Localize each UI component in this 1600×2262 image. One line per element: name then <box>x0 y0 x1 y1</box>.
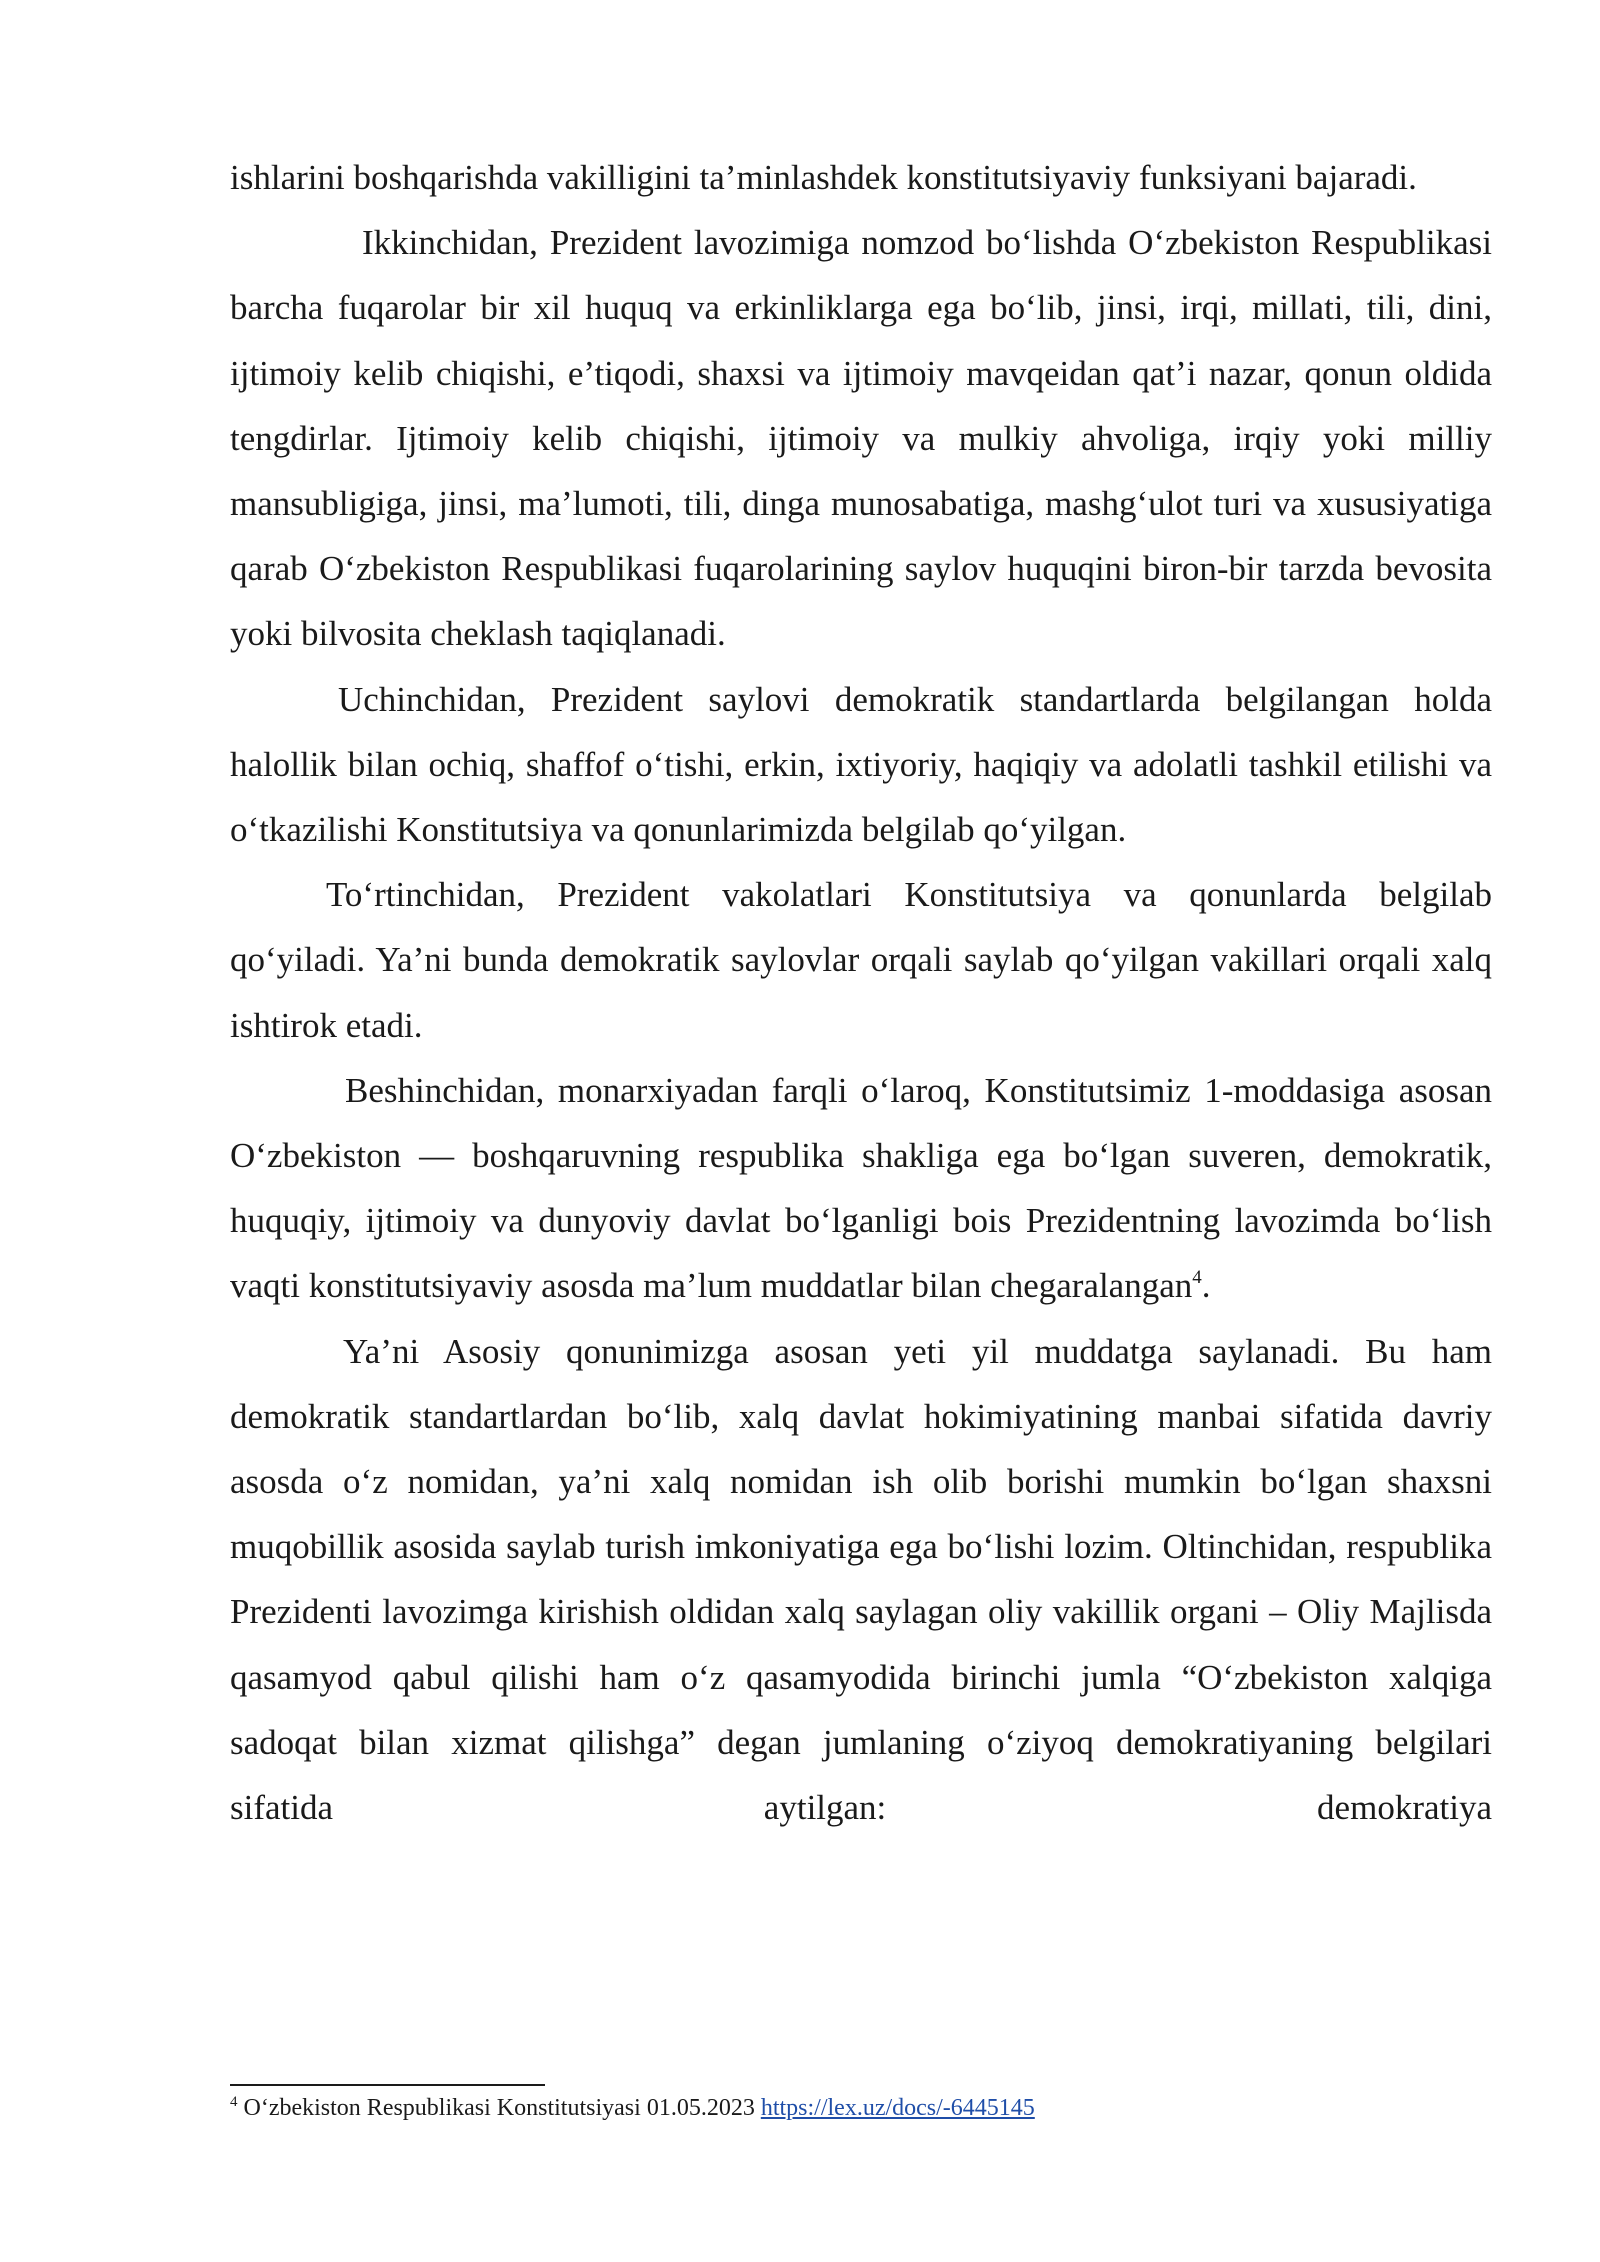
footnote-reference[interactable]: 4 <box>1192 1266 1202 1288</box>
paragraph-uchinchidan: Uchinchidan, Prezident saylovi demokratik standartlarda belgilangan holda halollik bilan ochiq, shaffof o‘tishi, erkin, ixtiyoriy, haqiqiy va adolatli tashkil etilishi va o‘tkazilishi Konstitutsiya va qonunlarimizda belgilab qo‘yilgan. <box>230 679 1492 850</box>
footnote-separator <box>230 2084 545 2086</box>
paragraph-tortinchidan: To‘rtinchidan, Prezident vakolatlari Konstitutsiya va qonunlarda belgilab qo‘yiladi. Ya’ni bunda demokratik saylovlar orqali saylab qo‘yilgan vakillari orqali xalq ishtirok etadi. <box>230 875 1492 1045</box>
footnote-number: 4 <box>230 2094 238 2110</box>
paragraph-beshinchidan-end: . <box>1201 1266 1211 1306</box>
paragraph-continuation: ishlarini boshqarishda vakilligini ta’minlashdek konstitutsiyaviy funksiyani bajaradi. <box>230 158 1417 197</box>
body-text <box>230 145 1492 1840</box>
footnote-text: O‘zbekiston Respublikasi Konstitutsiyasi 01.05.2023 <box>243 2095 755 2121</box>
paragraph-yani: Ya’ni Asosiy qonunimizga asosan yeti yil muddatga saylanadi. Bu ham demokratik standartlardan bo‘lib, xalq davlat hokimiyatining manbai sifatida davriy asosda o‘z nomidan, ya’ni xalq nomidan ish olib borishi mumkin bo‘lgan shaxsni muqobillik asosida saylab turish imkoniyatiga ega bo‘lishi lozim. Oltinchidan, respublika Prezidenti lavozimga kirishish oldidan xalq saylagan oliy vakillik organi – Oliy Majlisda qasamyod qabul qilishi ham o‘z qasamyodida birinchi jumla “O‘zbekiston xalqiga sadoqat bilan xizmat qilishga” degan jumlaning o‘ziyoq demokratiyaning belgilari sifatida aytilgan: demokratiya <box>230 1331 1492 1828</box>
paragraph-beshinchidan <box>230 1058 1492 1319</box>
paragraph-beshinchidan-text: Beshinchidan, monarxiyadan farqli o‘laroq, Konstitutsimiz 1-moddasiga asosan O‘zbekiston — boshqaruvning respublika shakliga ega bo‘lgan suveren, demokratik, huquqiy, ijtimoiy va dunyoviy davlat bo‘lganligi bois Prezidentning lavozimda bo‘lish vaqti konstitutsiyaviy asosda ma’lum muddatlar bilan chegaralangan <box>230 1070 1492 1306</box>
footnote-link[interactable]: https://lex.uz/docs/-6445145 <box>760 2095 1035 2121</box>
paragraph-ikkinchidan: Ikkinchidan, Prezident lavozimiga nomzod bo‘lishda O‘zbekiston Respublikasi barcha fuqarolar bir xil huquq va erkinliklarga ega bo‘lib, jinsi, irqi, millati, tili, dini, ijtimoiy kelib chiqishi, e’tiqodi, shaxsi va ijtimoiy mavqeidan qat’i nazar, qonun oldida tengdirlar. Ijtimoiy kelib chiqishi, ijtimoiy va mulkiy ahvoliga, irqiy yoki milliy mansubligiga, jinsi, ma’lumoti, tili, dinga munosabatiga, mashg‘ulot turi va xususiyatiga qarab O‘zbekiston Respublikasi fuqarolarining saylov huquqini biron-bir tarzda bevosita yoki bilvosita cheklash taqiqlanadi. <box>230 223 1492 654</box>
footnote <box>230 2090 1492 2126</box>
